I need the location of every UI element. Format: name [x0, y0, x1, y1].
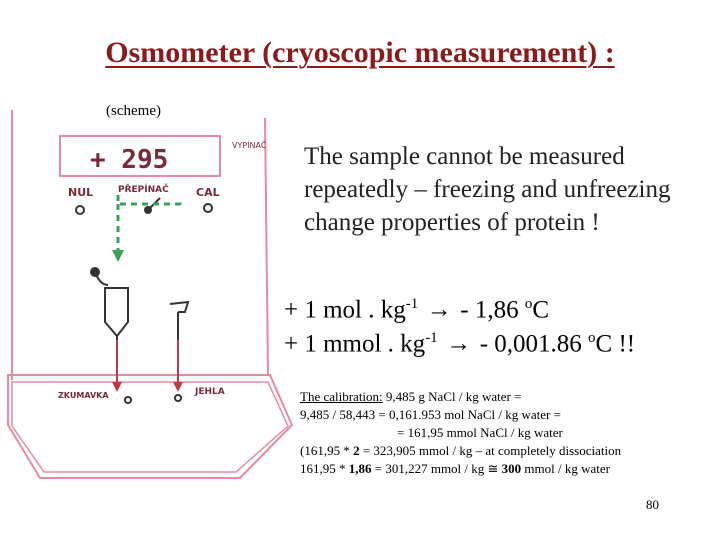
- label-nul: NUL: [68, 186, 94, 199]
- relation-mol: + 1 mol . $kg^{-1}$ → - 1,86 $^o$C: [284, 296, 550, 324]
- label-jehla: JEHLA: [195, 387, 225, 397]
- relation-mmol: + 1 mmol . $kg^{-1}$ → - 0,001.86 $^o$C !!: [284, 330, 636, 358]
- calibration-line-4: (161,95 * 2 = 323,905 mmol / kg – at completely dissociation: [300, 443, 622, 458]
- label-prepinac: PŘEPÍNAČ: [118, 185, 169, 195]
- label-cal: CAL: [196, 186, 220, 199]
- label-vypinac: VYPÍNAČ: [232, 141, 267, 150]
- slide-title: Osmometer (cryoscopic measurement) :: [105, 36, 615, 69]
- description: The sample cannot be measured repeatedly – freezing and unfreezing change properties of protein !: [304, 143, 671, 236]
- calibration-line-2: 9,485 / 58,443 = 0,161.953 mol NaCl / kg water =: [300, 407, 561, 422]
- nul-knob: [76, 206, 84, 214]
- calibration-line-5: 161,95 * 1,86 = 301,227 mmol / kg ≅ 300 mmol / kg water: [300, 461, 610, 476]
- needle-hole: [175, 395, 181, 401]
- osmometer-scheme: [0, 100, 300, 485]
- calibration-block: [300, 388, 710, 478]
- calibration-heading: The calibration:: [300, 389, 383, 404]
- page-number: 80: [646, 497, 659, 512]
- calibration-line-3: = 161,95 mmol NaCl / kg water: [397, 425, 563, 440]
- display-value: + 295: [90, 145, 169, 175]
- calibration-line-1: The calibration: 9,485 g NaCl / kg water =: [300, 389, 522, 404]
- cal-knob: [204, 204, 212, 212]
- tube-hole: [125, 397, 131, 403]
- scheme-label: (scheme): [106, 103, 161, 119]
- label-zkumavka: ZKUMAVKA: [58, 391, 109, 400]
